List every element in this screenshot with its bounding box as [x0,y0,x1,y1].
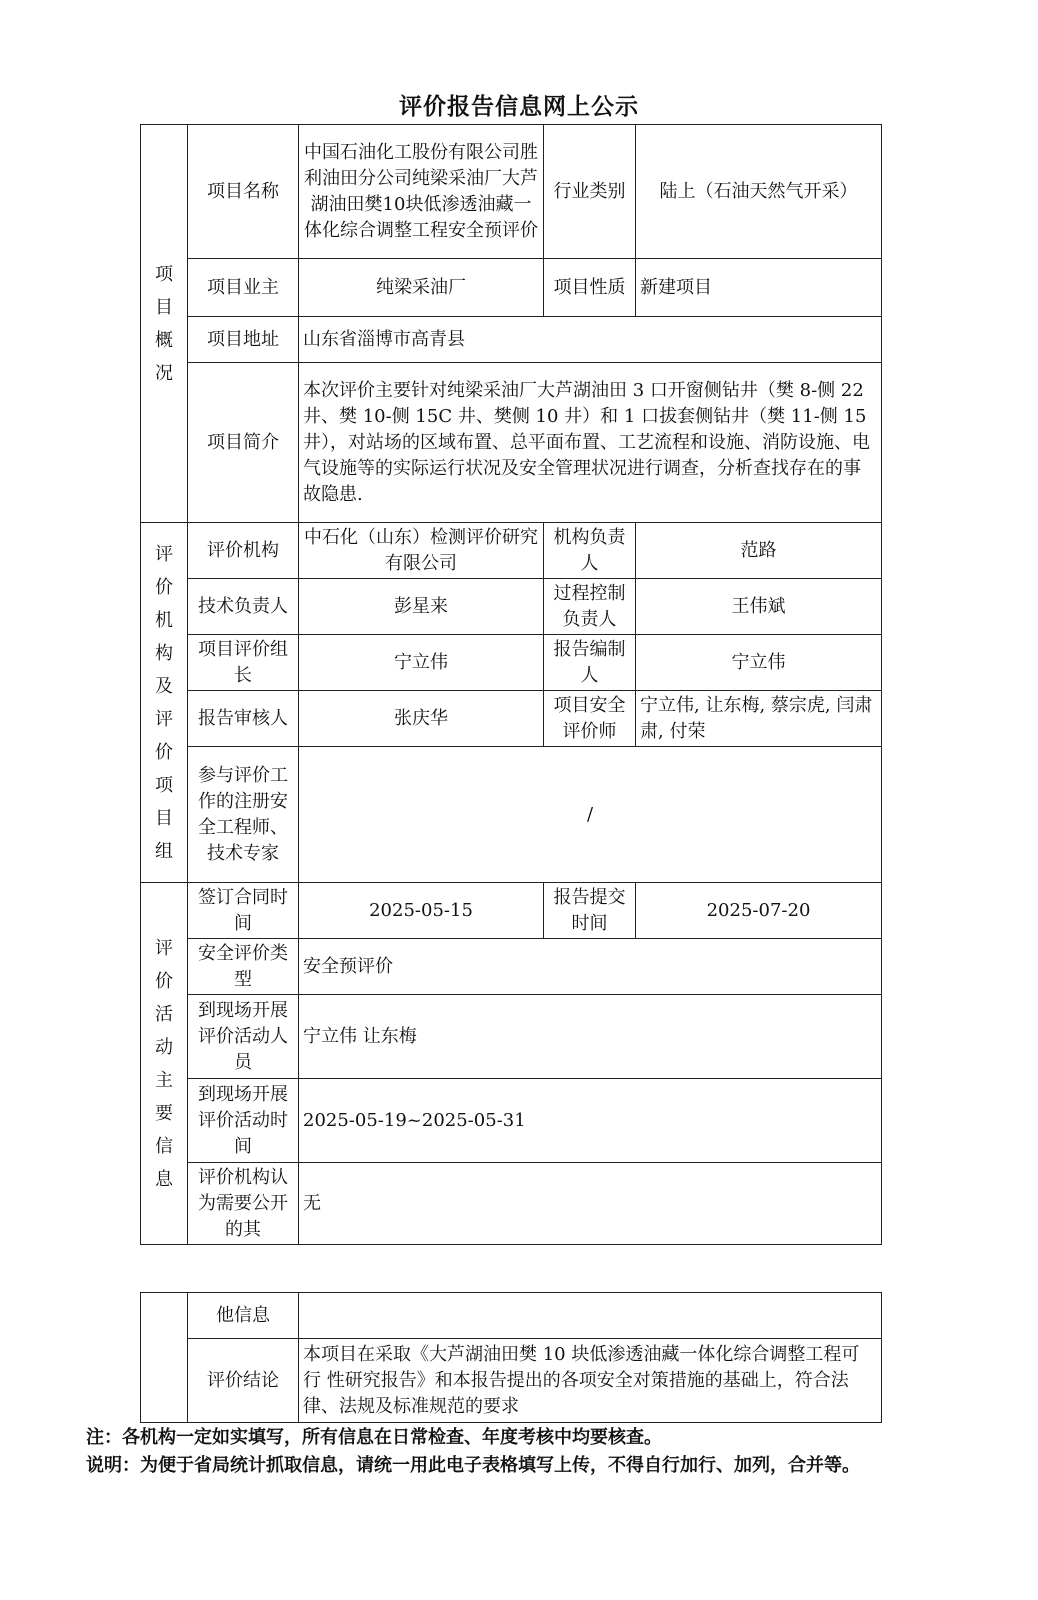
evaluation-type-label: 安全评价类型 [188,939,299,995]
submit-date-value: 2025-07-20 [636,883,882,939]
team-leader-label: 项目评价组长 [188,635,299,691]
experts-value: / [299,747,882,883]
tech-head-value: 彭星来 [299,579,544,635]
tech-head-label: 技术负责人 [188,579,299,635]
contract-date-label: 签订合同时间 [188,883,299,939]
intro-value: 本次评价主要针对纯梁采油厂大芦湖油田 3 口开窗侧钻井（樊 8-侧 22 井、樊 10-侧 15C 井、樊侧 10 井）和 1 口拔套侧钻井（樊 11-侧 15 井），对站场的区域布置、总平面布置、工艺流程和设施、消防设施、电气设施等的实际运行状况及安全管理状况进行调查，分析查找存在的事故隐患. [299,363,882,523]
agency-head-label: 机构负责人 [544,523,636,579]
process-head-label: 过程控制负责人 [544,579,636,635]
project-name-value: 中国石油化工股份有限公司胜利油田分公司纯梁采油厂大芦湖油田樊10块低渗透油藏一体化综合调整工程安全预评价 [299,125,544,259]
public-info-value-cont [299,1293,882,1339]
nature-label: 项目性质 [544,259,636,317]
report-editor-value: 宁立伟 [636,635,882,691]
conclusion-table [140,1292,882,1423]
onsite-staff-label: 到现场开展评价活动人员 [188,995,299,1079]
conclusion-label: 评价结论 [188,1339,299,1423]
onsite-staff-value: 宁立伟 让东梅 [299,995,882,1079]
contract-date-value: 2025-05-15 [299,883,544,939]
submit-date-label: 报告提交时间 [544,883,636,939]
process-head-value: 王伟斌 [636,579,882,635]
address-label: 项目地址 [188,317,299,363]
owner-value: 纯梁采油厂 [299,259,544,317]
project-name-label: 项目名称 [188,125,299,259]
nature-value: 新建项目 [636,259,882,317]
intro-label: 项目简介 [188,363,299,523]
agency-value: 中石化（山东）检测评价研究有限公司 [299,523,544,579]
section-activity: 评价活动主要信息 [141,883,188,1245]
instruction-text: 说明：为便于省局统计抓取信息，请统一用此电子表格填写上传，不得自行加行、加列，合并等。 [86,1455,860,1476]
agency-head-value: 范路 [636,523,882,579]
page-title: 评价报告信息网上公示 [399,93,639,120]
industry-value: 陆上（石油天然气开采） [636,125,882,259]
info-table [140,124,882,1245]
public-info-label-cont: 他信息 [188,1293,299,1339]
owner-label: 项目业主 [188,259,299,317]
section-org: 评价机构及评价项目组 [141,523,188,883]
onsite-time-value: 2025-05-19~2025-05-31 [299,1079,882,1163]
safety-evaluators-value: 宁立伟, 让东梅, 蔡宗虎, 闫肃肃, 付荣 [636,691,882,747]
reviewer-value: 张庆华 [299,691,544,747]
safety-evaluators-label: 项目安全评价师 [544,691,636,747]
report-editor-label: 报告编制人 [544,635,636,691]
reviewer-label: 报告审核人 [188,691,299,747]
agency-label: 评价机构 [188,523,299,579]
public-info-label: 评价机构认为需要公开的其 [188,1163,299,1245]
onsite-time-label: 到现场开展评价活动时间 [188,1079,299,1163]
experts-label: 参与评价工作的注册安全工程师、技术专家 [188,747,299,883]
team-leader-value: 宁立伟 [299,635,544,691]
section-overview: 项目概况 [141,125,188,523]
evaluation-type-value: 安全预评价 [299,939,882,995]
industry-label: 行业类别 [544,125,636,259]
public-info-value: 无 [299,1163,882,1245]
conclusion-value: 本项目在采取《大芦湖油田樊 10 块低渗透油藏一体化综合调整工程可行 性研究报告》和本报告提出的各项安全对策措施的基础上，符合法律、法规及标准规范的要求 [299,1339,882,1423]
address-value: 山东省淄博市高青县 [299,317,882,363]
note-text: 注：各机构一定如实填写，所有信息在日常检查、年度考核中均要核查。 [86,1427,662,1448]
section-activity-cont [141,1293,188,1423]
